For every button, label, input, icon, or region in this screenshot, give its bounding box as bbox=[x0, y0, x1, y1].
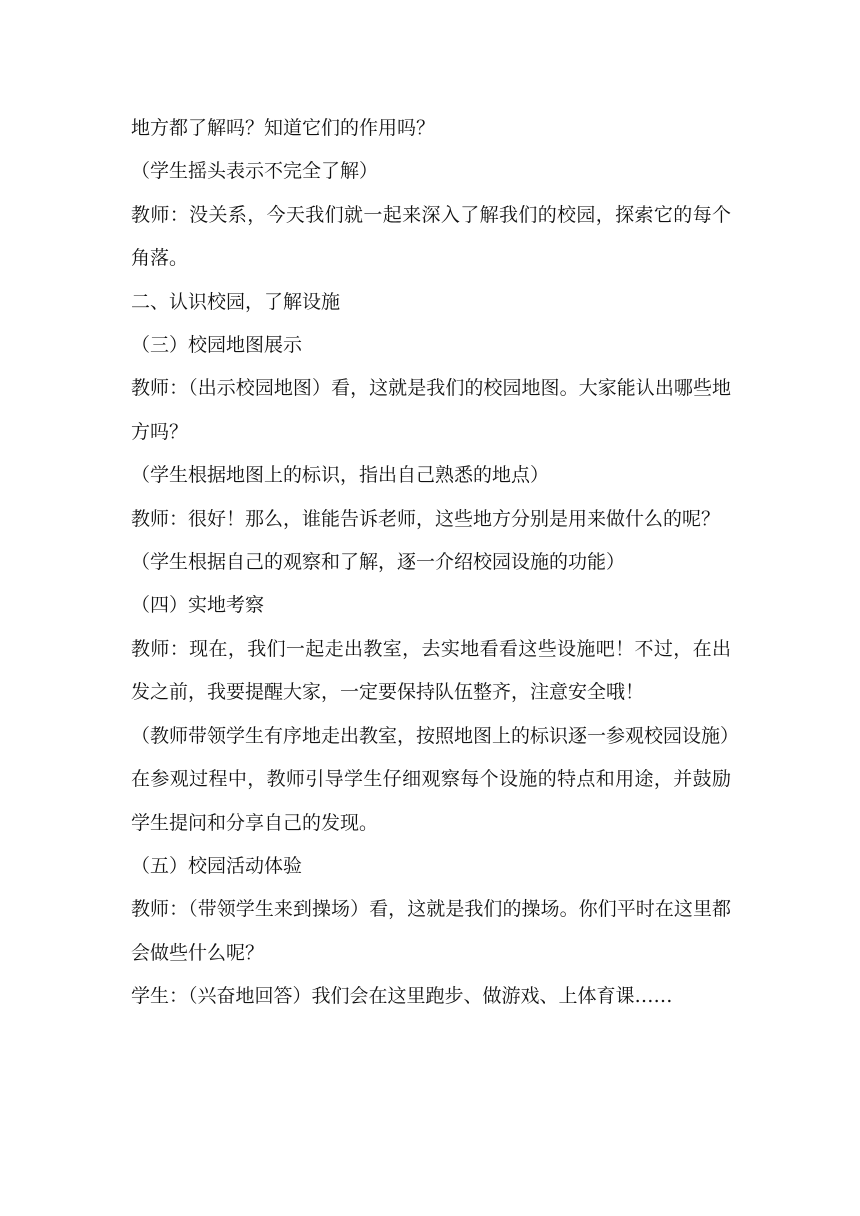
paragraph-teacher-field-visit: 教师：现在，我们一起走出教室，去实地看看这些设施吧！不过，在出发之前，我要提醒大家，一定要保持队伍整齐，注意安全哦！ bbox=[131, 637, 731, 704]
paragraph-student-map: （学生根据地图上的标识，指出自己熟悉的地点） bbox=[131, 464, 550, 487]
subsection-heading-field-visit: （四）实地考察 bbox=[131, 594, 265, 617]
paragraph-teacher-response: 教师：没关系，今天我们就一起来深入了解我们的校园，探索它的每个角落。 bbox=[131, 203, 731, 270]
paragraph-student-introduce: （学生根据自己的观察和了解，逐一介绍校园设施的功能） bbox=[131, 551, 626, 574]
paragraph-teacher-playground: 教师：（带领学生来到操场）看，这就是我们的操场。你们平时在这里都会做些什么呢？ bbox=[131, 898, 731, 964]
paragraph-teacher-leads: （教师带领学生有序地走出教室，按照地图上的标识逐一参观校园设施） bbox=[131, 724, 740, 747]
subsection-heading-activity: （五）校园活动体验 bbox=[131, 854, 303, 877]
paragraph-observation: 在参观过程中，教师引导学生仔细观察每个设施的特点和用途，并鼓励学生提问和分享自己的发现。 bbox=[131, 768, 731, 834]
paragraph-student-answer: 学生：（兴奋地回答）我们会在这里跑步、做游戏、上体育课…… bbox=[131, 985, 673, 1008]
paragraph-teacher-map: 教师：（出示校园地图）看，这就是我们的校园地图。大家能认出哪些地方吗？ bbox=[131, 377, 731, 443]
paragraph-student-reaction: （学生摇头表示不完全了解） bbox=[131, 160, 379, 183]
paragraph-intro-question: 地方都了解吗？知道它们的作用吗？ bbox=[131, 117, 436, 139]
subsection-heading-map: （三）校园地图展示 bbox=[131, 334, 303, 357]
paragraph-teacher-question: 教师：很好！那么，谁能告诉老师，这些地方分别是用来做什么的呢？ bbox=[131, 507, 721, 530]
document-page bbox=[131, 107, 740, 1019]
section-heading-know-campus: 二、认识校园，了解设施 bbox=[131, 290, 341, 313]
